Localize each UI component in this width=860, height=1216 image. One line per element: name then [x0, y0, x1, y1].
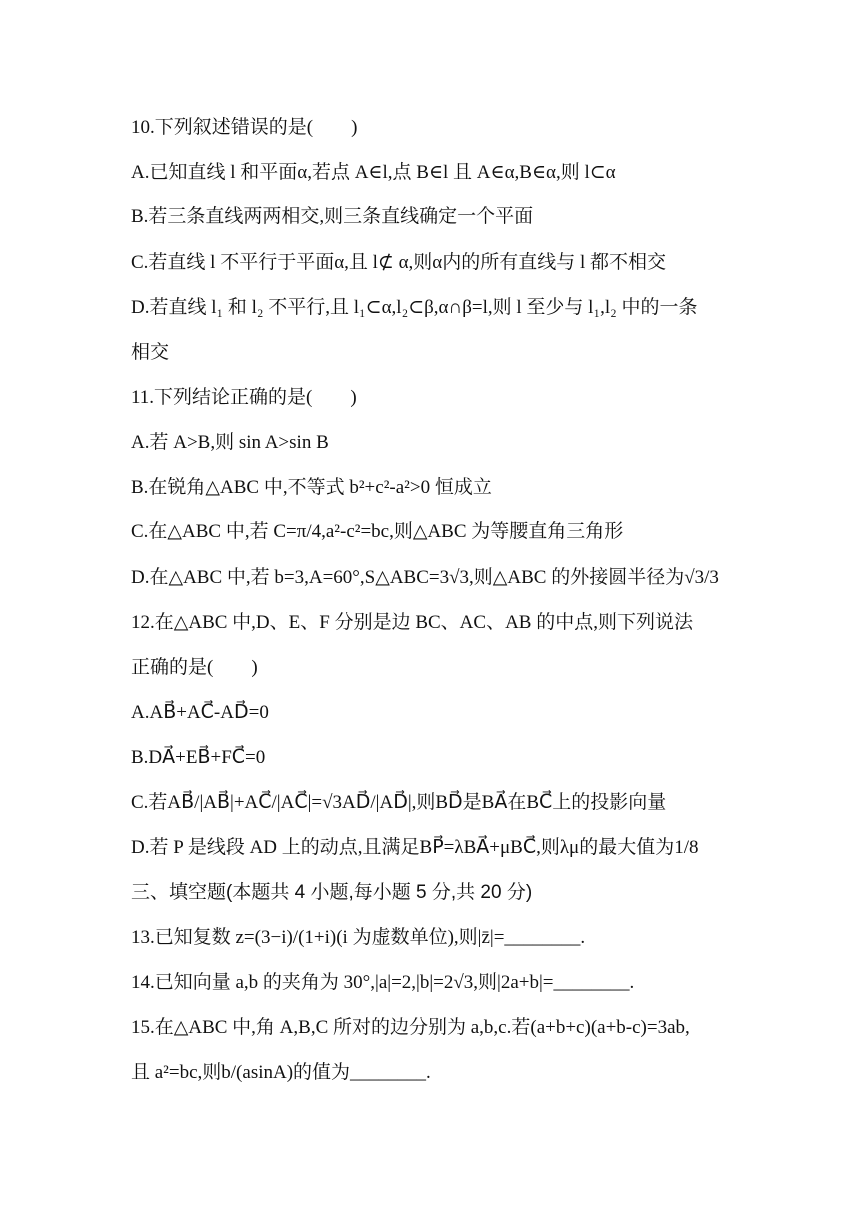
- question-10-option-d-cont: 相交: [131, 342, 170, 363]
- question-10-option-d: D.若直线 l₁ 和 l₂ 不平行,且 l₁⊂α,l₂⊂β,α∩β=l,则 l 至少与 l₁,l₂ 中的一条: [131, 297, 698, 318]
- question-10-option-c: C.若直线 l 不平行于平面α,且 l⊄ α,则α内的所有直线与 l 都不相交: [131, 252, 667, 273]
- question-10-option-a: A.已知直线 l 和平面α,若点 A∈l,点 B∈l 且 A∈α,B∈α,则 l⊂α: [131, 162, 616, 183]
- question-10-stem: 10.下列叙述错误的是( ): [131, 117, 358, 138]
- question-11-option-a: A.若 A>B,则 sin A>sin B: [131, 432, 329, 453]
- section-heading: 三、填空题(本题共 4 小题,每小题 5 分,共 20 分): [131, 882, 533, 903]
- question-10-option-b: B.若三条直线两两相交,则三条直线确定一个平面: [131, 206, 534, 227]
- question-12-option-c: C.若AB⃗/|AB⃗|+AC⃗/|AC⃗|=√3AD⃗/|AD⃗|,则BD⃗是BA⃗在BC⃗上的投影向量: [131, 792, 667, 813]
- question-15: 15.在△ABC 中,角 A,B,C 所对的边分别为 a,b,c.若(a+b+c)(a+b-c)=3ab,: [131, 1017, 690, 1038]
- question-12-option-b: B.DA⃗+EB⃗+FC⃗=0: [131, 747, 266, 768]
- question-14: 14.已知向量 a,b 的夹角为 30°,|a|=2,|b|=2√3,则|2a+b|=________.: [131, 972, 635, 993]
- question-13: 13.已知复数 z=(3−i)/(1+i)(i 为虚数单位),则|z̄|=________.: [131, 927, 586, 948]
- question-12-stem: 12.在△ABC 中,D、E、F 分别是边 BC、AC、AB 的中点,则下列说法: [131, 612, 693, 633]
- question-12-option-d: D.若 P 是线段 AD 上的动点,且满足BP⃗=λBA⃗+μBC⃗,则λμ的最大值为1/8: [131, 837, 699, 858]
- question-15-cont: 且 a²=bc,则b/(asinA)的值为________.: [131, 1062, 431, 1083]
- question-11-stem: 11.下列结论正确的是( ): [131, 387, 357, 408]
- question-11-option-b: B.在锐角△ABC 中,不等式 b²+c²-a²>0 恒成立: [131, 477, 492, 498]
- question-11-option-c: C.在△ABC 中,若 C=π/4,a²-c²=bc,则△ABC 为等腰直角三角形: [131, 521, 624, 542]
- question-11-option-d: D.在△ABC 中,若 b=3,A=60°,S△ABC=3√3,则△ABC 的外接圆半径为√3/3: [131, 567, 719, 588]
- question-12-option-a: A.AB⃗+AC⃗-AD⃗=0: [131, 702, 269, 723]
- question-12-stem-cont: 正确的是( ): [131, 657, 258, 678]
